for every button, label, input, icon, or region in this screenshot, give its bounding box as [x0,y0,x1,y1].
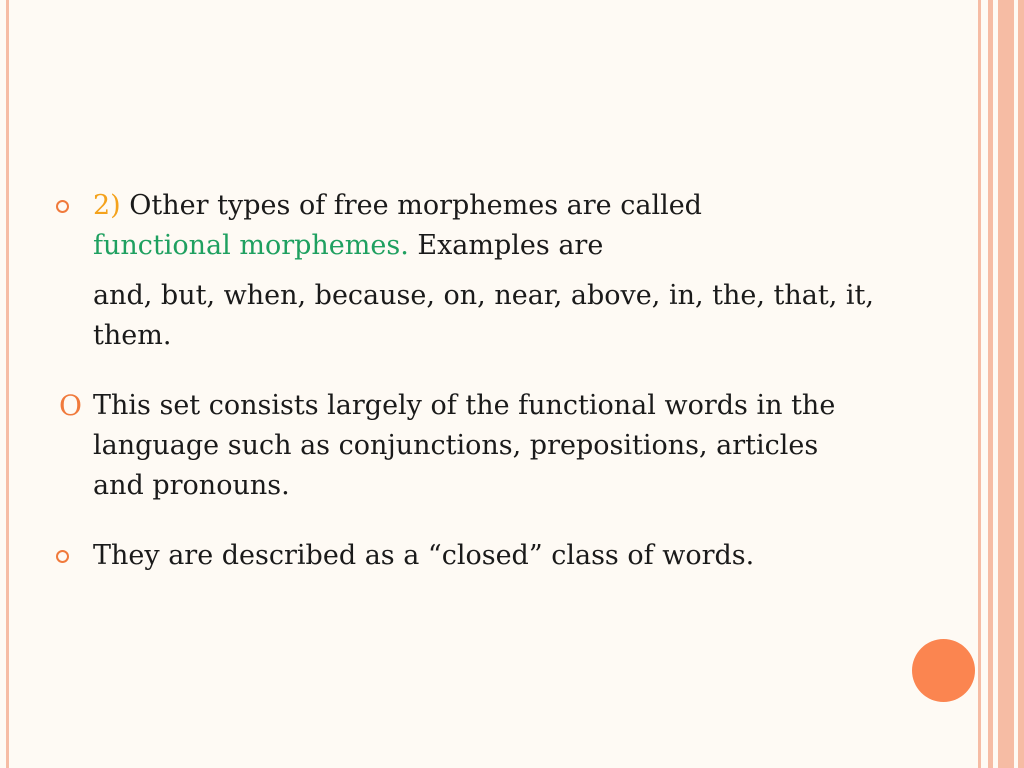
letter-o-bullet-icon: O [59,389,82,422]
bullet-text: Other types of free morphemes are called [120,190,702,221]
item-number: 2) [93,190,121,221]
bullet-text: This set consists largely of the functional words in the language such as conjunctions, prepositions, articles and pronouns. [93,390,836,501]
left-frame-line [6,0,9,768]
bullet-text: They are described as a “closed” class of words. [93,540,755,571]
right-frame-stripe [978,0,981,768]
slide-body [56,186,876,576]
highlighted-term: functional morphemes. [93,230,409,261]
examples-line [56,276,876,356]
right-frame-stripe [988,0,993,768]
circle-bullet-icon [56,550,69,563]
right-frame-stripe [1018,0,1024,768]
bullet-functional-morphemes [56,186,876,266]
bullet-closed-class [56,536,876,576]
right-frame-stripe [998,0,1014,768]
bullet-text: Examples are [408,230,604,261]
decorative-circle [912,639,975,702]
circle-bullet-icon [56,200,69,213]
bullet-functional-words [56,386,876,506]
examples-text: and, but, when, because, on, near, above, in, the, that, it, them. [93,280,874,351]
